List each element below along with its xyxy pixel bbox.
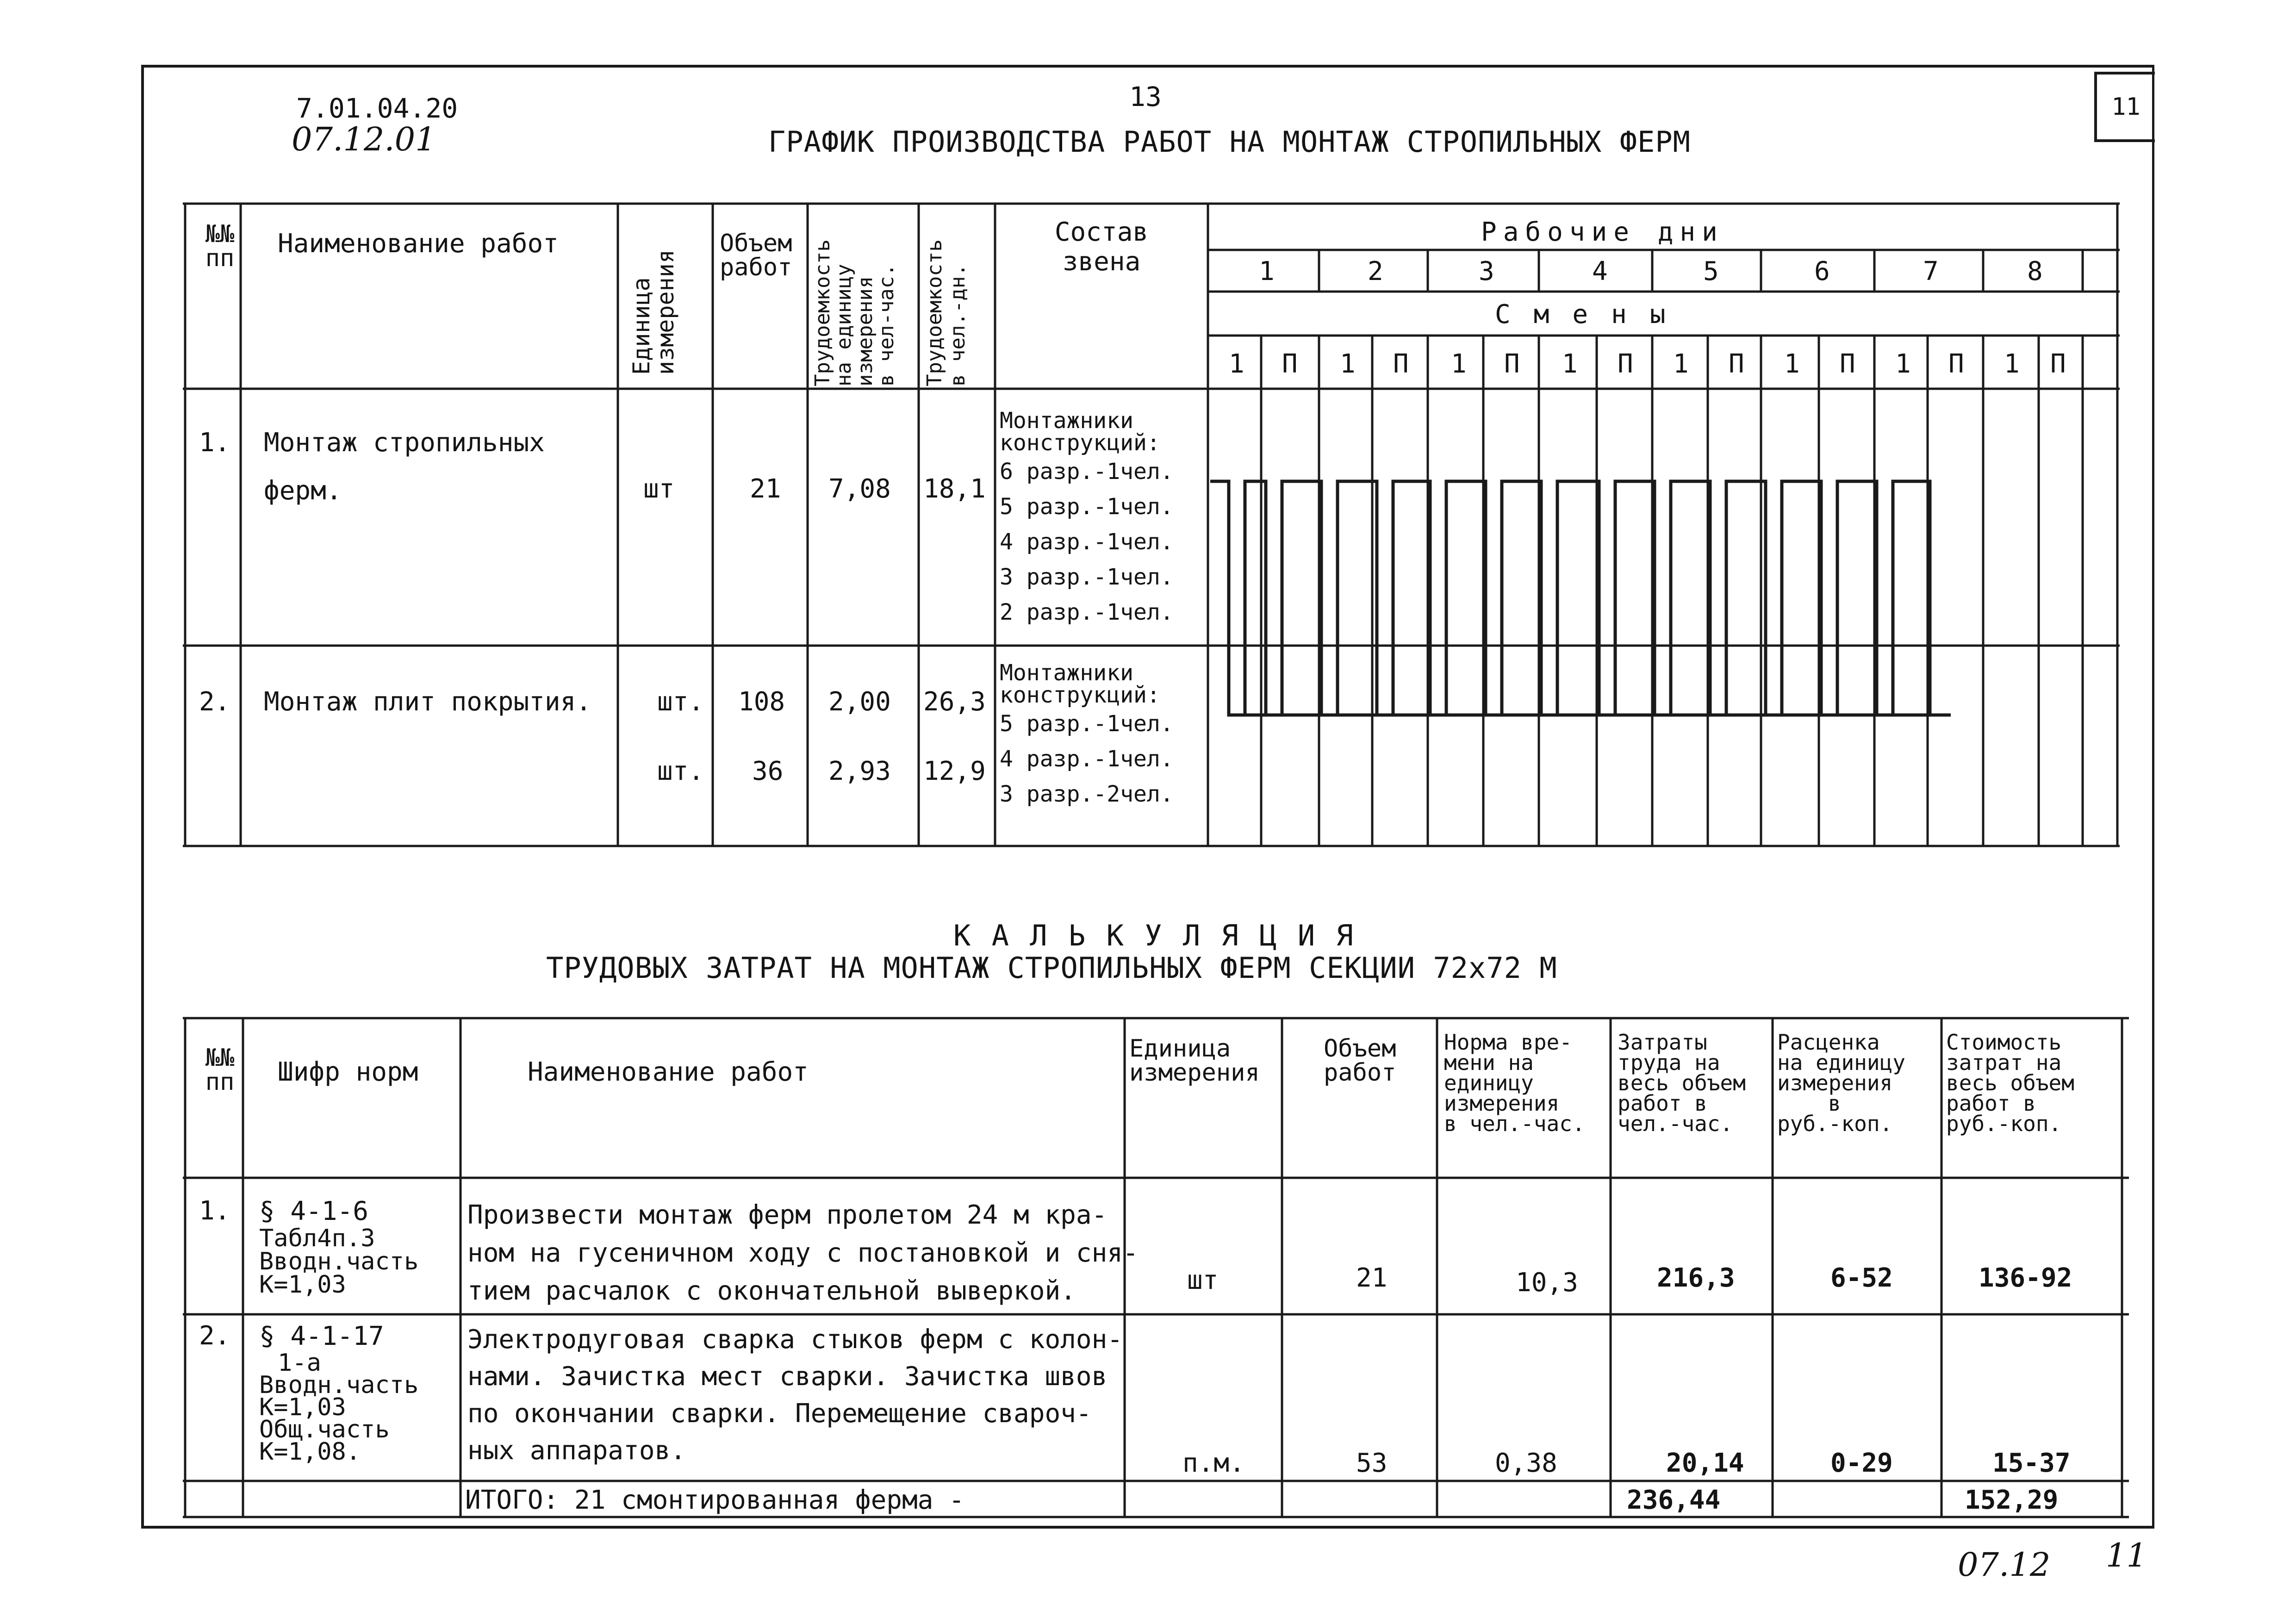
calc-col-num-header: №№ пп <box>205 1044 235 1096</box>
col-unit-header: Единица измерения <box>628 249 679 375</box>
calc-total-cost: 152,29 <box>1965 1485 2059 1515</box>
calc-row-2-code: § 4-1-17 1-а Вводн.часть К=1,03 Общ.часть К=1,08. <box>259 1321 419 1466</box>
calc-row-2-volume: 53 <box>1356 1448 1388 1478</box>
calc-row-1-unit: шт <box>1187 1265 1219 1295</box>
col-labor-unit-header: Трудоемкость на единицу измерения в чел-час. <box>811 239 898 386</box>
working-days-label: Рабочие дни <box>1481 217 1724 247</box>
calc-row-2-name: Электродуговая сварка стыков ферм с колон- нами. Зачистка мест сварки. Зачистка швов по окончании сварки. Перемещение свароч- ных аппаратов. <box>467 1325 1123 1466</box>
schedule-row-2-num: 2. <box>199 687 230 717</box>
day-6: 6 <box>1814 256 1830 286</box>
calculation-subtitle: ТРУДОВЫХ ЗАТРАТ НА МОНТАЖ СТРОПИЛЬНЫХ ФЕРМ СЕКЦИИ 72х72 М <box>546 951 1557 985</box>
calc-row-2-labor: 20,14 <box>1666 1448 1744 1478</box>
shift-1-day-5: 1 <box>1673 349 1689 379</box>
calc-row-1-cost: 136-92 <box>1979 1263 2072 1293</box>
shift-1-day-4: 1 <box>1562 349 1578 379</box>
shift-1-day-3: 1 <box>1451 349 1467 379</box>
schedule-row-2-labor-unit-1: 2,00 <box>828 687 891 717</box>
document-code: 7.01.04.20 <box>296 93 458 124</box>
col-name-header: Наименование работ <box>278 229 559 259</box>
schedule-row-1-labor-unit: 7,08 <box>828 474 891 504</box>
shift-1-day-6: 1 <box>1784 349 1800 379</box>
schedule-row-1-volume: 21 <box>750 474 781 504</box>
calculation-title: К А Л Ь К У Л Я Ц И Я <box>953 919 1355 952</box>
schedule-row-2-name: Монтаж плит покрытия. <box>264 687 592 717</box>
schedule-title: ГРАФИК ПРОИЗВОДСТВА РАБОТ НА МОНТАЖ СТРОПИЛЬНЫХ ФЕРМ <box>768 125 1691 159</box>
day-8: 8 <box>2027 256 2043 286</box>
day-2: 2 <box>1368 256 1383 286</box>
calc-row-2-rate: 0-29 <box>1830 1448 1893 1478</box>
calc-row-2-unit: п.м. <box>1182 1448 1245 1478</box>
day-4: 4 <box>1592 256 1608 286</box>
calc-row-1-volume: 21 <box>1356 1263 1388 1293</box>
calc-total-labor: 236,44 <box>1627 1485 1721 1515</box>
gantt-bar-row-1 <box>1210 481 1930 715</box>
page-number: 13 <box>1129 81 1162 112</box>
calc-col-norm-header: Норма вре- мени на единицу измерения в чел.-час. <box>1444 1030 1585 1136</box>
calc-col-unit-header: Единица измерения <box>1129 1035 1260 1087</box>
schedule-row-2-volume-2: 36 <box>752 756 784 786</box>
shift-1-day-7: 1 <box>1895 349 1911 379</box>
day-7: 7 <box>1923 256 1939 286</box>
calc-col-name-header: Наименование работ <box>528 1057 809 1087</box>
shift-2-day-4: П <box>1618 349 1633 379</box>
col-crew-header: Состав звена <box>1054 217 1149 277</box>
footer-handwritten-sheet: 11 <box>2106 1536 2147 1574</box>
shift-2-day-5: П <box>1729 349 1744 379</box>
calc-row-1-rate: 6-52 <box>1830 1263 1893 1293</box>
calc-row-1-num: 1. <box>199 1196 230 1226</box>
calc-row-1-norm: 10,3 <box>1516 1268 1578 1298</box>
shift-2-day-2: П <box>1393 349 1409 379</box>
calc-row-1-code: § 4-1-6 Табл4п.3 Вводн.часть К=1,03 <box>259 1196 419 1299</box>
calc-col-code-header: Шифр норм <box>278 1057 418 1087</box>
calc-row-1-labor: 216,3 <box>1657 1263 1735 1293</box>
calc-row-1-name: Произвести монтаж ферм пролетом 24 м кра- ном на гусеничном ходу с постановкой и сня- тием расчалок с окончательной выверкой. <box>467 1200 1139 1306</box>
schedule-row-1-crew: Монтажники конструкций: 6 разр.-1чел. 5 разр.-1чел. 4 разр.-1чел. 3 разр.-1чел. 2 разр.-1чел. <box>1000 408 1174 625</box>
shift-2-day-1: П <box>1282 349 1298 379</box>
calc-row-2-num: 2. <box>199 1321 230 1351</box>
col-volume-header: Объем работ <box>720 230 792 281</box>
day-5: 5 <box>1703 256 1719 286</box>
shifts-label: Смены <box>1495 299 1689 330</box>
day-1: 1 <box>1259 256 1275 286</box>
calc-col-labor-header: Затраты труда на весь объем работ в чел.-час. <box>1618 1030 1746 1136</box>
schedule-row-1-labor-total: 18,1 <box>923 474 986 504</box>
col-labor-total-header: Трудоемкость в чел.-дн. <box>923 239 970 386</box>
calc-row-2-norm: 0,38 <box>1495 1448 1557 1478</box>
shift-2-day-6: П <box>1840 349 1855 379</box>
shift-2-day-8: П <box>2050 349 2066 379</box>
schedule-row-1-unit: шт <box>643 474 675 504</box>
calc-total-label: ИТОГО: 21 смонтированная ферма - <box>465 1485 964 1515</box>
schedule-row-2-crew: Монтажники конструкций: 5 разр.-1чел. 4 разр.-1чел. 3 разр.-2чел. <box>1000 660 1174 807</box>
schedule-row-2-unit-1: шт. <box>657 687 704 717</box>
sheet-number: 11 <box>2094 72 2155 142</box>
shift-2-day-7: П <box>1948 349 1964 379</box>
calc-col-volume-header: Объем работ <box>1324 1035 1396 1087</box>
calc-row-2-cost: 15-37 <box>1992 1448 2071 1478</box>
schedule-row-1-num: 1. <box>199 428 230 458</box>
footer-handwritten-date: 07.12 <box>1958 1546 2051 1584</box>
day-3: 3 <box>1479 256 1494 286</box>
schedule-row-2-unit-2: шт. <box>657 756 704 786</box>
schedule-row-2-labor-total-1: 26,3 <box>923 687 986 717</box>
shift-1-day-1: 1 <box>1229 349 1244 379</box>
schedule-row-2-volume-1: 108 <box>738 687 785 717</box>
calc-col-rate-header: Расценка на единицу измерения в руб.-коп. <box>1777 1030 1905 1136</box>
schedule-row-2-labor-unit-2: 2,93 <box>828 756 891 786</box>
shift-1-day-2: 1 <box>1340 349 1356 379</box>
schedule-row-1-name: Монтаж стропильных ферм. <box>264 428 545 506</box>
shift-1-day-8: 1 <box>2004 349 2020 379</box>
schedule-row-2-labor-total-2: 12,9 <box>923 756 986 786</box>
col-num-header: №№ пп <box>205 220 235 272</box>
shift-2-day-3: П <box>1504 349 1520 379</box>
calc-col-cost-header: Стоимость затрат на весь объем работ в руб.-коп. <box>1946 1030 2074 1136</box>
handwritten-date: 07.12.01 <box>292 120 436 158</box>
